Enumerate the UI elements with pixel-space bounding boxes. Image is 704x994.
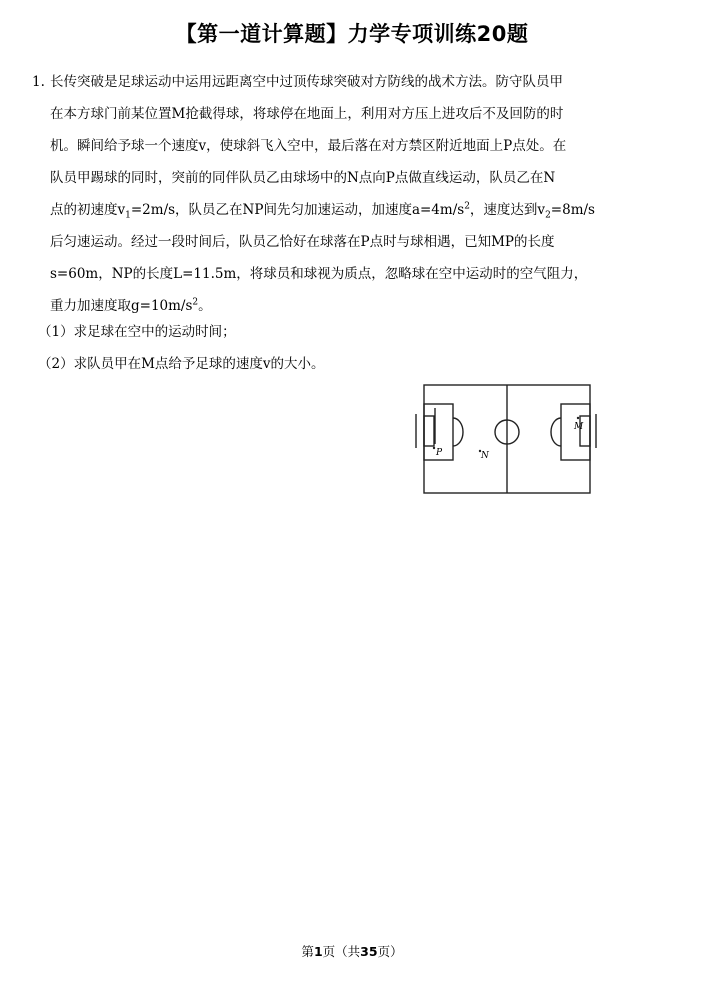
problem-line-8: 重力加速度取$g=10m/s^2$。 (50, 297, 212, 314)
problem-line-4: 队员甲踢球的同时，突前的同伴队员乙由球场中的N点向P点做直线运动，队员乙在N (50, 170, 556, 186)
label-m: M (574, 422, 584, 432)
soccer-field-diagram (412, 380, 600, 498)
label-n: N (481, 451, 489, 461)
left-penalty-arc (453, 418, 463, 446)
right-penalty-area (561, 404, 590, 460)
label-p: P (436, 448, 443, 458)
page-footer: 第1页（共35页） (301, 944, 403, 959)
problem-line-3: 机。瞬间给予球一个速度v，使球斜飞入空中，最后落在对方禁区附近地面上P点处。在 (50, 138, 567, 154)
problem-line-2: 在本方球门前某位置M抢截得球，将球停在地面上，利用对方压上进攻后不及回防的时 (50, 106, 564, 122)
problem-line-7: s=60m，NP的长度L=11.5m，将球员和球视为质点，忽略球在空中运动时的空气阻力， (50, 266, 588, 282)
question-1: （1）求足球在空中的运动时间； (38, 324, 236, 340)
point-m-dot (577, 417, 579, 419)
problem-1 (32, 66, 604, 322)
left-goal-area (424, 416, 434, 446)
page-title: 【第一道计算题】力学专项训练20题 (175, 22, 529, 46)
right-penalty-arc (551, 418, 561, 446)
problem-number: 1. (32, 74, 45, 90)
question-2: （2）求队员甲在M点给予足球的速度v的大小。 (38, 356, 325, 372)
problem-line-5: 点的初速度$v_1=2m/s$，队员乙在NP间先匀加速运动，加速度$a=4m/s^2$，速度达到$v_2=8m/s$ (50, 201, 595, 221)
problem-line-1: 1. 长传突破是足球运动中运用远距离空中过顶传球突破对方防线的战术方法。防守队员甲 (32, 66, 604, 98)
problem-line-6: 后匀速运动。经过一段时间后，队员乙恰好在球落在P点时与球相遇，已知MP的长度 (50, 234, 555, 250)
point-p-dot (433, 447, 435, 449)
